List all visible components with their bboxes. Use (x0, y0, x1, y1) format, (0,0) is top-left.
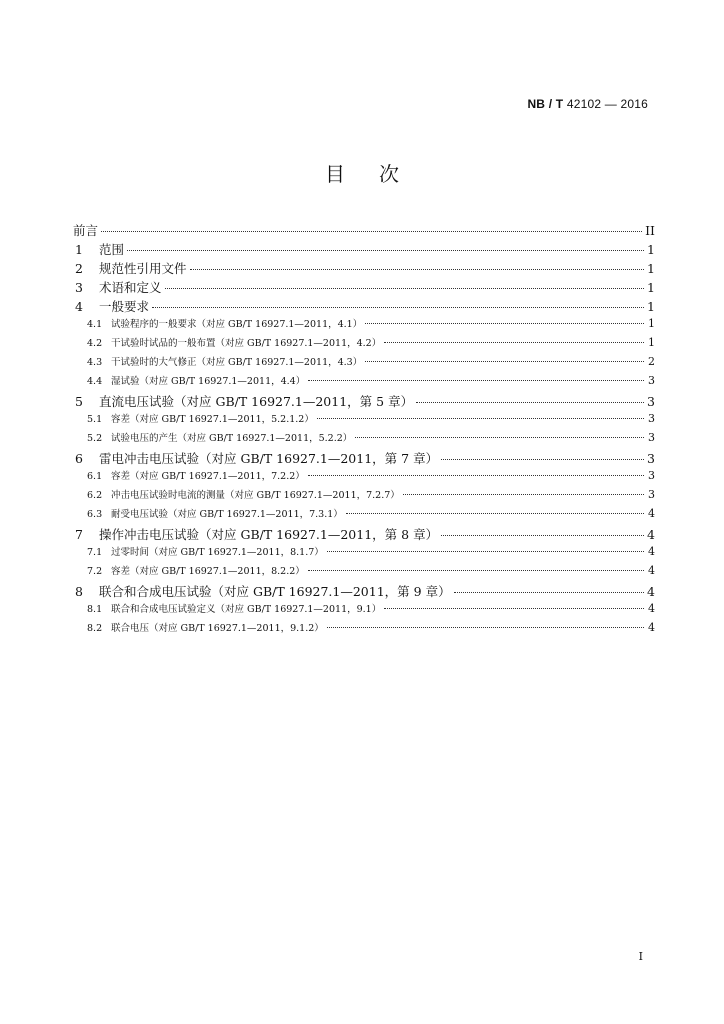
toc-leader-dots (127, 250, 644, 251)
toc-leader-dots (403, 494, 644, 495)
toc-entry-label: 冲击电压试验时电流的测量（对应 GB/T 16927.1—2011，7.2.7） (111, 490, 400, 501)
toc-entry-page: 3 (647, 394, 655, 409)
toc-leader-dots (365, 361, 644, 362)
toc-entry[interactable] (73, 278, 655, 297)
toc-entry-page: 3 (648, 488, 655, 501)
toc-entry-number: 4.1 (87, 319, 103, 330)
toc-entry-page: 3 (648, 412, 655, 425)
toc-entry-page: 3 (648, 374, 655, 387)
toc-leader-dots (441, 459, 644, 460)
toc-entry-page: 1 (647, 280, 655, 295)
toc-entry-page: 4 (648, 545, 655, 558)
toc-leader-dots (384, 608, 644, 609)
toc-entry-number: 8.1 (87, 604, 103, 615)
toc-entry-page: 4 (648, 602, 655, 615)
toc-entry[interactable] (73, 563, 655, 582)
toc-leader-dots (441, 535, 644, 536)
toc-entry[interactable] (73, 544, 655, 563)
toc-entry[interactable] (73, 297, 655, 316)
toc-entry[interactable] (73, 601, 655, 620)
toc-leader-dots (152, 307, 644, 308)
toc-entry-number: 5.1 (87, 414, 103, 425)
toc-entry-label: 一般要求 (99, 299, 150, 314)
toc-entry-number: 5.2 (87, 433, 103, 444)
toc-entry[interactable] (73, 487, 655, 506)
toc-leader-dots (355, 437, 644, 438)
toc-leader-dots (327, 627, 644, 628)
toc-entry-label: 范围 (99, 242, 125, 257)
toc-entry-number: 7.2 (87, 566, 103, 577)
toc-entry-number: 5 (75, 394, 83, 409)
toc-entry-number: 4.3 (87, 357, 103, 368)
toc-entry-number: 8 (75, 584, 83, 599)
toc-entry-page: 4 (647, 584, 655, 599)
toc-entry-page: 3 (647, 451, 655, 466)
toc-entry-number: 8.2 (87, 623, 103, 634)
toc-entry-number: 1 (75, 242, 83, 257)
toc-entry-label: 联合和合成电压试验定义（对应 GB/T 16927.1—2011，9.1） (111, 604, 382, 615)
toc-leader-dots (101, 231, 642, 232)
document-code-prefix: NB / T (527, 97, 564, 111)
toc-entry-label: 容差（对应 GB/T 16927.1—2011，8.2.2） (111, 566, 305, 577)
toc-leader-dots (327, 551, 644, 552)
toc-entry-label: 容差（对应 GB/T 16927.1—2011，7.2.2） (111, 471, 305, 482)
toc-entry[interactable] (73, 316, 655, 335)
toc-entry[interactable] (73, 221, 655, 240)
toc-entry[interactable] (73, 411, 655, 430)
toc-entry[interactable] (73, 430, 655, 449)
toc-leader-dots (190, 269, 644, 270)
footer-page-number: I (638, 950, 643, 963)
toc-entry-page: 1 (648, 336, 655, 349)
toc-entry[interactable] (73, 506, 655, 525)
toc-leader-dots (308, 475, 644, 476)
toc-entry-number: 3 (75, 280, 83, 295)
toc-leader-dots (308, 380, 644, 381)
toc-entry-label: 联合电压（对应 GB/T 16927.1—2011，9.1.2） (111, 623, 324, 634)
toc-entry-label: 干试验时的大气修正（对应 GB/T 16927.1—2011，4.3） (111, 357, 363, 368)
toc-entry-number: 6 (75, 451, 83, 466)
toc-leader-dots (365, 323, 644, 324)
toc-entry-number: 7 (75, 527, 83, 542)
toc-entry-label: 耐受电压试验（对应 GB/T 16927.1—2011，7.3.1） (111, 509, 343, 520)
toc-entry-label: 过零时间（对应 GB/T 16927.1—2011，8.1.7） (111, 547, 324, 558)
toc-leader-dots (416, 402, 644, 403)
toc-entry-page: 1 (647, 261, 655, 276)
toc-entry-page: 4 (648, 507, 655, 520)
toc-entry-number: 6.1 (87, 471, 103, 482)
toc-entry[interactable] (73, 525, 655, 544)
toc-entry[interactable] (73, 392, 655, 411)
toc-entry-number: 4 (75, 299, 83, 314)
toc-entry[interactable] (73, 468, 655, 487)
toc-entry-label: 联合和合成电压试验（对应 GB/T 16927.1—2011，第 9 章） (99, 584, 451, 599)
document-code-number: 42102 — 2016 (566, 97, 648, 111)
toc-entry[interactable] (73, 373, 655, 392)
toc-entry-number: 4.4 (87, 376, 103, 387)
toc-entry-page: 4 (647, 527, 655, 542)
toc-entry-label: 试验电压的产生（对应 GB/T 16927.1—2011，5.2.2） (111, 433, 353, 444)
toc-leader-dots (308, 570, 644, 571)
document-code (527, 97, 648, 111)
toc-entry-number: 7.1 (87, 547, 103, 558)
toc-entry-label: 操作冲击电压试验（对应 GB/T 16927.1—2011，第 8 章） (99, 527, 439, 542)
table-of-contents (73, 221, 655, 639)
toc-leader-dots (384, 342, 644, 343)
toc-entry-label: 湿试验（对应 GB/T 16927.1—2011，4.4） (111, 376, 306, 387)
toc-entry-number: 6.2 (87, 490, 103, 501)
toc-leader-dots (317, 418, 644, 419)
toc-entry-number: 2 (75, 261, 83, 276)
page-title: 目次 (325, 162, 433, 186)
toc-entry-page: II (645, 223, 655, 238)
toc-entry-page: 4 (648, 564, 655, 577)
toc-entry[interactable] (73, 582, 655, 601)
toc-entry-page: 4 (648, 621, 655, 634)
toc-entry[interactable] (73, 240, 655, 259)
toc-leader-dots (454, 592, 644, 593)
toc-entry-label: 试验程序的一般要求（对应 GB/T 16927.1—2011，4.1） (111, 319, 363, 330)
toc-entry-page: 3 (648, 431, 655, 444)
toc-entry[interactable] (73, 335, 655, 354)
toc-entry-label: 前言 (73, 223, 99, 238)
toc-leader-dots (165, 288, 644, 289)
toc-entry[interactable] (73, 259, 655, 278)
toc-entry-page: 3 (648, 469, 655, 482)
toc-entry-number: 4.2 (87, 338, 103, 349)
toc-entry-label: 干试验时试品的一般布置（对应 GB/T 16927.1—2011，4.2） (111, 338, 382, 349)
toc-entry-number: 6.3 (87, 509, 103, 520)
toc-entry-label: 直流电压试验（对应 GB/T 16927.1—2011，第 5 章） (99, 394, 414, 409)
toc-entry[interactable] (73, 620, 655, 639)
toc-entry-page: 2 (648, 355, 655, 368)
toc-entry-page: 1 (648, 317, 655, 330)
toc-entry[interactable] (73, 354, 655, 373)
toc-entry-page: 1 (647, 242, 655, 257)
toc-entry-label: 容差（对应 GB/T 16927.1—2011，5.2.1.2） (111, 414, 314, 425)
toc-entry-label: 雷电冲击电压试验（对应 GB/T 16927.1—2011，第 7 章） (99, 451, 439, 466)
toc-entry-label: 规范性引用文件 (99, 261, 187, 276)
toc-entry-page: 1 (647, 299, 655, 314)
toc-entry-label: 术语和定义 (99, 280, 162, 295)
toc-entry[interactable] (73, 449, 655, 468)
toc-leader-dots (346, 513, 644, 514)
